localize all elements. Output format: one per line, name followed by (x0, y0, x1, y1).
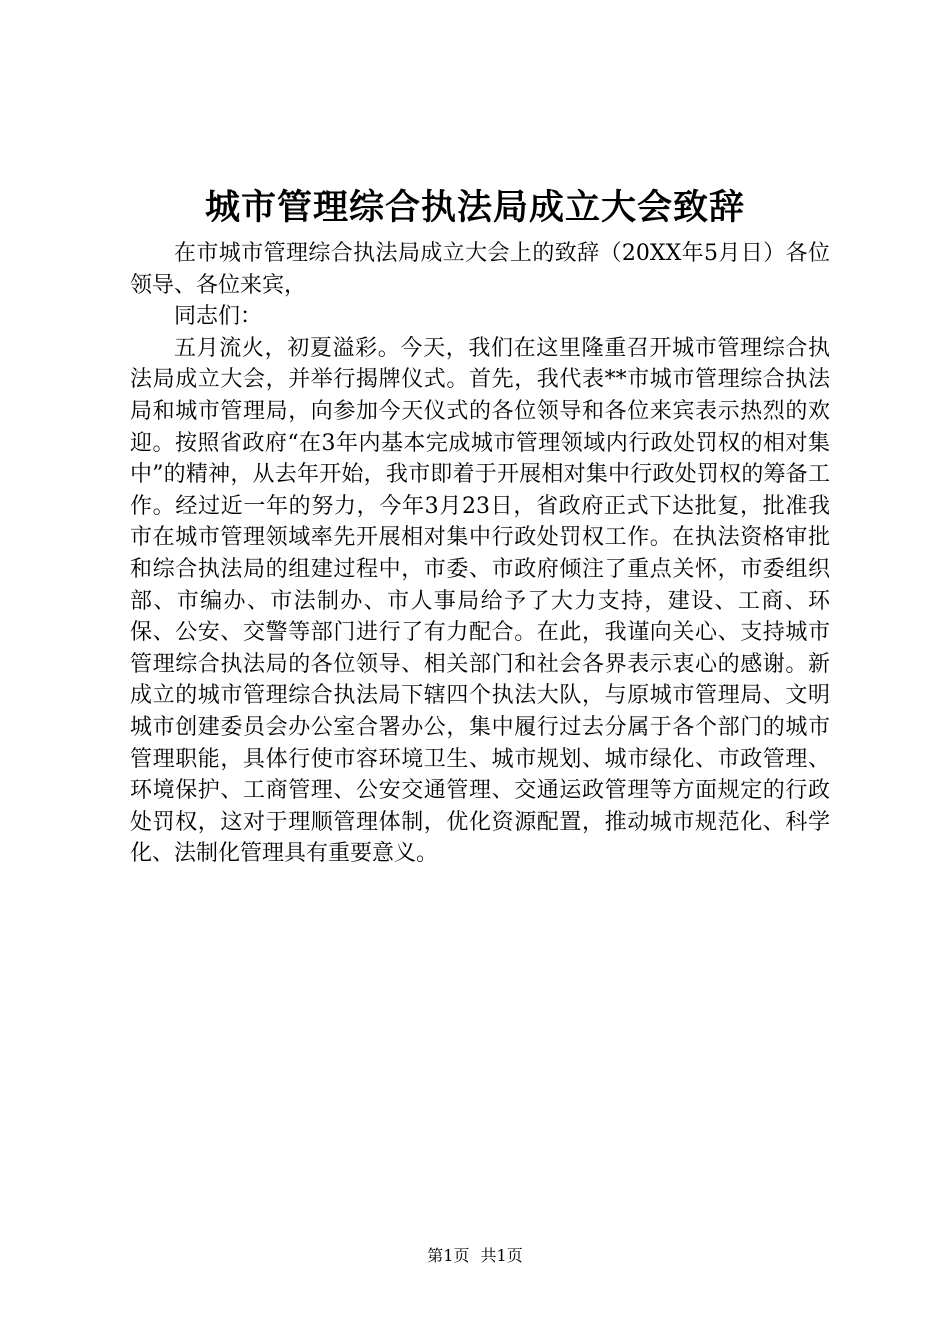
paragraph-main: 五月流火，初夏溢彩。今天，我们在这里隆重召开城市管理综合执法局成立大会，并举行揭牌仪式。首先，我代表**市城市管理综合执法局和城市管理局，向参加今天仪式的各位领导和各位来宾表示热烈的欢迎。按照省政府“在3年内基本完成城市管理领域内行政处罚权的相对集中”的精神，从去年开始，我市即着于开展相对集中行政处罚权的筹备工作。经过近一年的努力，今年3月23日，省政府正式下达批复，批准我市在城市管理领域率先开展相对集中行政处罚权工作。在执法资格审批和综合执法局的组建过程中，市委、市政府倾注了重点关怀，市委组织部、市编办、市法制办、市人事局给予了大力支持，建设、工商、环保、公安、交警等部门进行了有力配合。在此，我谨向关心、支持城市管理综合执法局的各位领导、相关部门和社会各界表示衷心的感谢。新成立的城市管理综合执法局下辖四个执法大队，与原城市管理局、文明城市创建委员会办公室合署办公，集中履行过去分属于各个部门的城市管理职能，具体行使市容环境卫生、城市规划、城市绿化、市政管理、环境保护、工商管理、公安交通管理、交通运政管理等方面规定的行政处罚权，这对于理顺管理体制，优化资源配置，推动城市规范化、科学化、法制化管理具有重要意义。 (130, 335, 830, 867)
page-number: 第1页 (427, 1246, 470, 1265)
paragraph-salutation: 同志们： (174, 304, 263, 330)
page-total: 共1页 (480, 1246, 523, 1265)
document-body (130, 238, 830, 870)
paragraph-intro: 在市城市管理综合执法局成立大会上的致辞（20XX年5月日）各位领导、各位来宾， (130, 241, 830, 298)
document-title: 城市管理综合执法局成立大会致辞 (204, 187, 745, 228)
page-footer (0, 1244, 950, 1268)
